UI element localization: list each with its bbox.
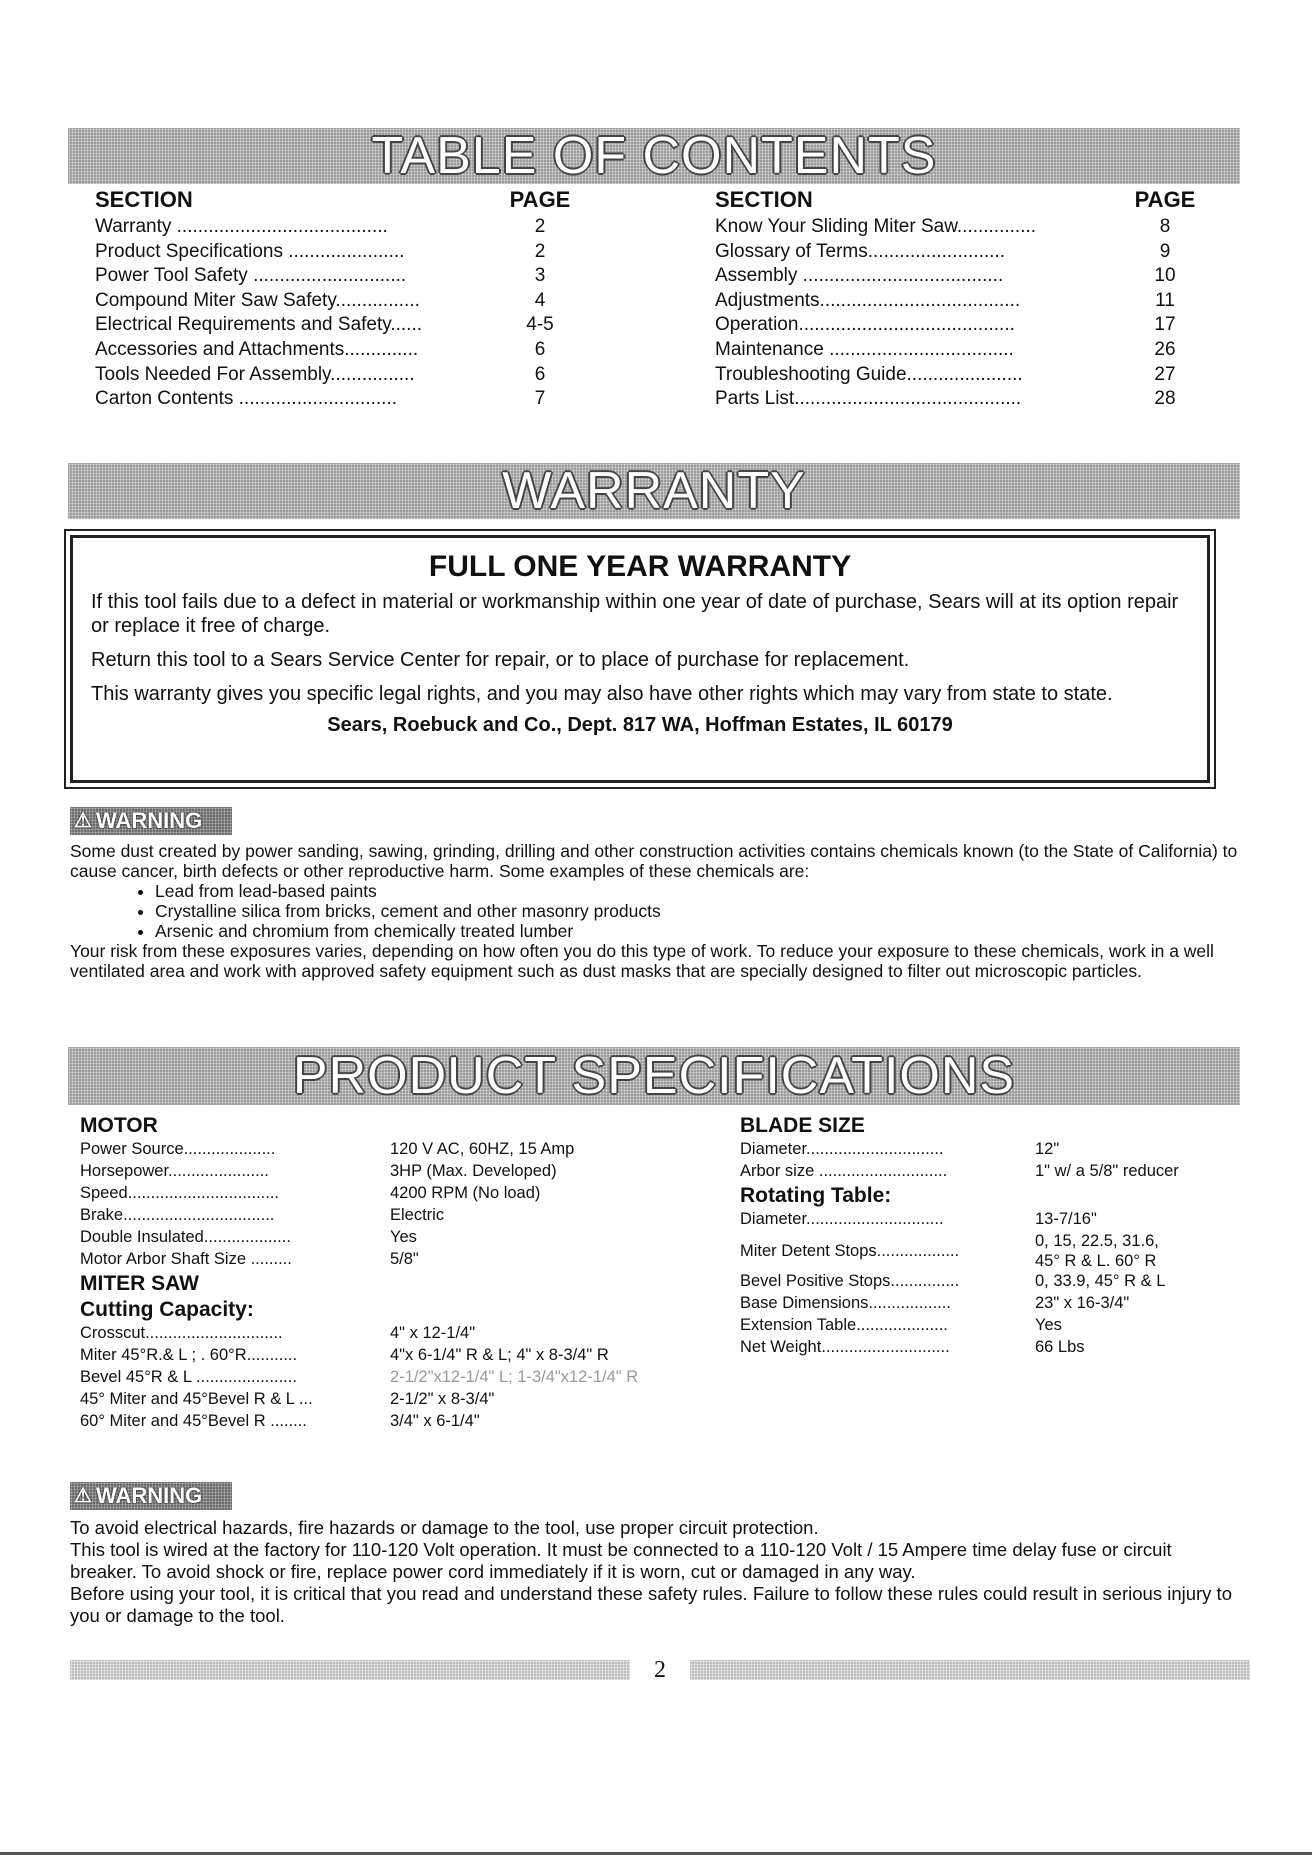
spec-value: 0, 33.9, 45° R & L [1035,1272,1166,1290]
toc-entry-title: Electrical Requirements and Safety...... [95,314,423,336]
page-footer [70,1657,1250,1683]
spec-row [740,1161,1250,1183]
spec-value: 1" w/ a 5/8" reducer [1035,1162,1179,1180]
toc-entry-page: 2 [534,216,546,237]
specs-left-column [80,1113,720,1433]
warning-line: Before using your tool, it is critical that you read and understand these safety rules. Failure to follow these rules could result in serious injury to you or damage to the tool. [70,1583,1232,1626]
spec-value: 5/8" [390,1250,419,1268]
spec-label: Diameter.............................. [740,1210,944,1228]
toc-entry-title: Power Tool Safety ............................. [95,265,407,287]
spec-value: Electric [390,1206,445,1224]
spec-row [740,1271,1250,1293]
toc-entry-page: 2 [534,240,546,262]
toc-entry-title: Operation......................................... [715,314,1015,336]
spec-value: 120 V AC, 60HZ, 15 Amp [390,1140,575,1158]
cutting-capacity-heading: Cutting Capacity: [80,1298,254,1321]
toc-entry[interactable] [95,363,595,388]
toc-entry-title: Parts List........................................... [715,388,1022,410]
spec-row [740,1315,1250,1337]
spec-value: 4"x 6-1/4" R & L; 4" x 8-3/4" R [390,1346,609,1364]
toc-entry[interactable] [95,215,595,240]
spec-value: 4" x 12-1/4" [390,1324,476,1342]
toc-entry-title: Carton Contents .............................. [95,388,397,410]
page-number: 2 [654,1656,666,1683]
blade-size-heading: BLADE SIZE [740,1114,865,1137]
spec-row [740,1209,1250,1231]
warning-badge [70,807,232,835]
spec-row [80,1367,720,1389]
section-header: SECTION [715,187,813,212]
toc-entry-page: 8 [1159,216,1171,237]
warning-intro: Some dust created by power sanding, sawing, grinding, drilling and other construction activities contains chemicals known (to the State of California) to cause cancer, birth defects or other reproductive harm. Some examples of these chemicals are: [70,841,1238,881]
toc-entry[interactable] [95,387,595,412]
warning-badge [70,1482,232,1510]
toc-entry-title: Troubleshooting Guide...................... [715,363,1023,385]
toc-left-column [95,187,595,412]
page-header: PAGE [1134,187,1196,212]
toc-entry-page: 11 [1155,289,1175,311]
rotating-table-heading: Rotating Table: [740,1184,892,1207]
toc-entry-title: Tools Needed For Assembly................ [95,363,415,385]
toc-entry[interactable] [715,387,1205,412]
warranty-paragraph: If this tool fails due to a defect in material or workmanship within one year of date of purchase, Sears will at its option repair or replace it free of charge. [91,591,1179,637]
toc-entry-title: Maintenance ................................... [715,338,1014,360]
toc-entry-page: 6 [534,338,546,360]
toc-entry[interactable] [715,264,1205,289]
toc-entry[interactable] [95,338,595,363]
motor-heading: MOTOR [80,1114,158,1137]
toc-entry[interactable] [95,264,595,289]
list-item: • Lead from lead-based paints [155,881,1240,901]
warning-line: This tool is wired at the factory for 110-120 Volt operation. It must be connected to a 110-120 Volt / 15 Ampere time delay fuse or circuit breaker. To avoid shock or fire, replace power cord immediately if it is worn, cut or damaged in any way. [70,1539,1172,1582]
spec-label: 60° Miter and 45°Bevel R ........ [80,1412,307,1430]
list-item: • Crystalline silica from bricks, cement and other masonry products [155,901,1240,921]
spec-label: Crosscut.............................. [80,1324,283,1342]
specs-right-column [740,1113,1250,1359]
spec-label: Base Dimensions.................. [740,1294,951,1312]
toc-entry-page: 28 [1154,388,1176,410]
spec-row [80,1389,720,1411]
spec-label: 45° Miter and 45°Bevel R & L ... [80,1390,313,1408]
warranty-address: Sears, Roebuck and Co., Dept. 817 WA, Hoffman Estates, IL 60179 [327,714,953,736]
spec-value: Yes [1035,1316,1062,1334]
spec-label: Motor Arbor Shaft Size ......... [80,1250,292,1268]
spec-label: Power Source.................... [80,1140,276,1158]
spec-row [80,1249,720,1271]
warranty-paragraph: Return this tool to a Sears Service Center for repair, or to place of purchase for replacement. [91,649,910,671]
toc-entry-page: 10 [1154,265,1176,287]
warning-chemical-list [70,881,1240,941]
warning-prop65-text [70,841,1240,981]
toc-entry[interactable] [95,240,595,265]
spec-value: 13-7/16" [1035,1210,1097,1228]
toc-entry-title: Warranty ........................................ [95,216,388,237]
spec-row [80,1205,720,1227]
toc-entry-page: 9 [1159,240,1171,262]
spec-value: 3/4" x 6-1/4" [390,1412,480,1430]
warning-electrical-text [70,1517,1240,1627]
toc-right-column [715,187,1205,412]
warranty-paragraph: This warranty gives you specific legal rights, and you may also have other rights which may vary from state to state. [91,683,1113,705]
spec-value: 2-1/2" x 8-3/4" [390,1390,495,1408]
spec-label: Diameter.............................. [740,1140,944,1158]
toc-entry[interactable] [715,338,1205,363]
toc-entry-title: Glossary of Terms.......................... [715,240,1005,262]
warranty-banner: WARRANTY [68,463,1240,519]
spec-label: Horsepower...................... [80,1162,269,1180]
spec-value: 2-1/2"x12-1/4" L; 1-3/4"x12-1/4" R [390,1368,639,1386]
spec-row [80,1227,720,1249]
toc-entry-page: 4-5 [526,314,554,336]
page-header: PAGE [509,187,571,212]
spec-label: Bevel Positive Stops............... [740,1272,960,1290]
table-of-contents-banner: TABLE OF CONTENTS [68,128,1240,184]
toc-entry-page: 6 [534,363,546,385]
spec-value: 0, 15, 22.5, 31.6, 45° R & L. 60° R [1035,1232,1159,1270]
spec-value: 12" [1035,1140,1060,1158]
spec-label: Bevel 45°R & L ...................... [80,1368,297,1386]
warning-outro: Your risk from these exposures varies, depending on how often you do this type of work. To reduce your exposure to these chemicals, work in a well ventilated area and work with approved safety equipment such as dust masks that are specially designed to filter out microscopic particles. [70,941,1214,981]
bottom-rule [0,1852,1312,1855]
toc-entry[interactable] [715,363,1205,388]
toc-entry-title: Know Your Sliding Miter Saw............... [715,216,1037,237]
toc-entry-page: 4 [534,289,546,311]
toc-entry-page: 3 [534,265,546,287]
warning-badge-label: WARNING [95,808,203,833]
spec-label: Miter Detent Stops.................. [740,1242,960,1260]
warning-triangle-icon: ⚠ [74,1485,92,1507]
miter-saw-heading: MITER SAW [80,1272,199,1295]
spec-label: Brake................................. [80,1206,275,1224]
toc-entry-page: 27 [1154,363,1176,385]
toc-entry-page: 17 [1154,314,1176,336]
toc-entry-title: Product Specifications ...................... [95,240,405,262]
toc-entry[interactable] [715,215,1205,240]
spec-row [80,1411,720,1433]
spec-label: Net Weight............................ [740,1338,950,1356]
section-header: SECTION [95,187,193,212]
spec-value: Yes [390,1228,417,1246]
spec-row [740,1231,1250,1271]
spec-row [80,1139,720,1161]
footer-divider [690,1660,1250,1680]
warning-line: To avoid electrical hazards, fire hazards or damage to the tool, use proper circuit protection. [70,1517,819,1538]
spec-value: 4200 RPM (No load) [390,1184,541,1202]
spec-value: 3HP (Max. Developed) [390,1162,557,1180]
warranty-box [70,535,1210,783]
toc-entry-title: Adjustments...................................... [715,289,1021,311]
toc-entry[interactable] [95,313,595,338]
spec-row [740,1337,1250,1359]
toc-entry-title: Assembly ...................................... [715,265,1004,287]
toc-entry[interactable] [715,289,1205,314]
toc-entry-title: Accessories and Attachments.............. [95,338,419,360]
spec-label: Extension Table.................... [740,1316,948,1334]
spec-value: 23" x 16-3/4" [1035,1294,1130,1312]
spec-label: Arbor size ............................ [740,1162,948,1180]
spec-row [80,1183,720,1205]
warranty-title: FULL ONE YEAR WARRANTY [428,550,852,583]
toc-header [95,187,595,215]
spec-label: Double Insulated................... [80,1228,291,1246]
spec-value: 66 Lbs [1035,1338,1085,1356]
warning-badge-label: WARNING [95,1483,203,1508]
spec-row [740,1139,1250,1161]
toc-entry-page: 7 [534,388,546,410]
warning-triangle-icon: ⚠ [74,810,92,832]
toc-entry-title: Compound Miter Saw Safety................ [95,289,420,311]
list-item: • Arsenic and chromium from chemically treated lumber [155,921,1240,941]
toc-entry[interactable] [715,313,1205,338]
spec-row [80,1345,720,1367]
spec-label: Miter 45°R.& L ; . 60°R........... [80,1346,298,1364]
toc-entry[interactable] [715,240,1205,265]
spec-row [80,1323,720,1345]
toc-header [715,187,1205,215]
toc-entry-page: 26 [1154,338,1176,360]
toc-entry[interactable] [95,289,595,314]
product-specifications-banner: PRODUCT SPECIFICATIONS [68,1047,1240,1105]
spec-row [740,1293,1250,1315]
spec-label: Speed................................. [80,1184,279,1202]
footer-divider [70,1660,630,1680]
spec-row [80,1161,720,1183]
